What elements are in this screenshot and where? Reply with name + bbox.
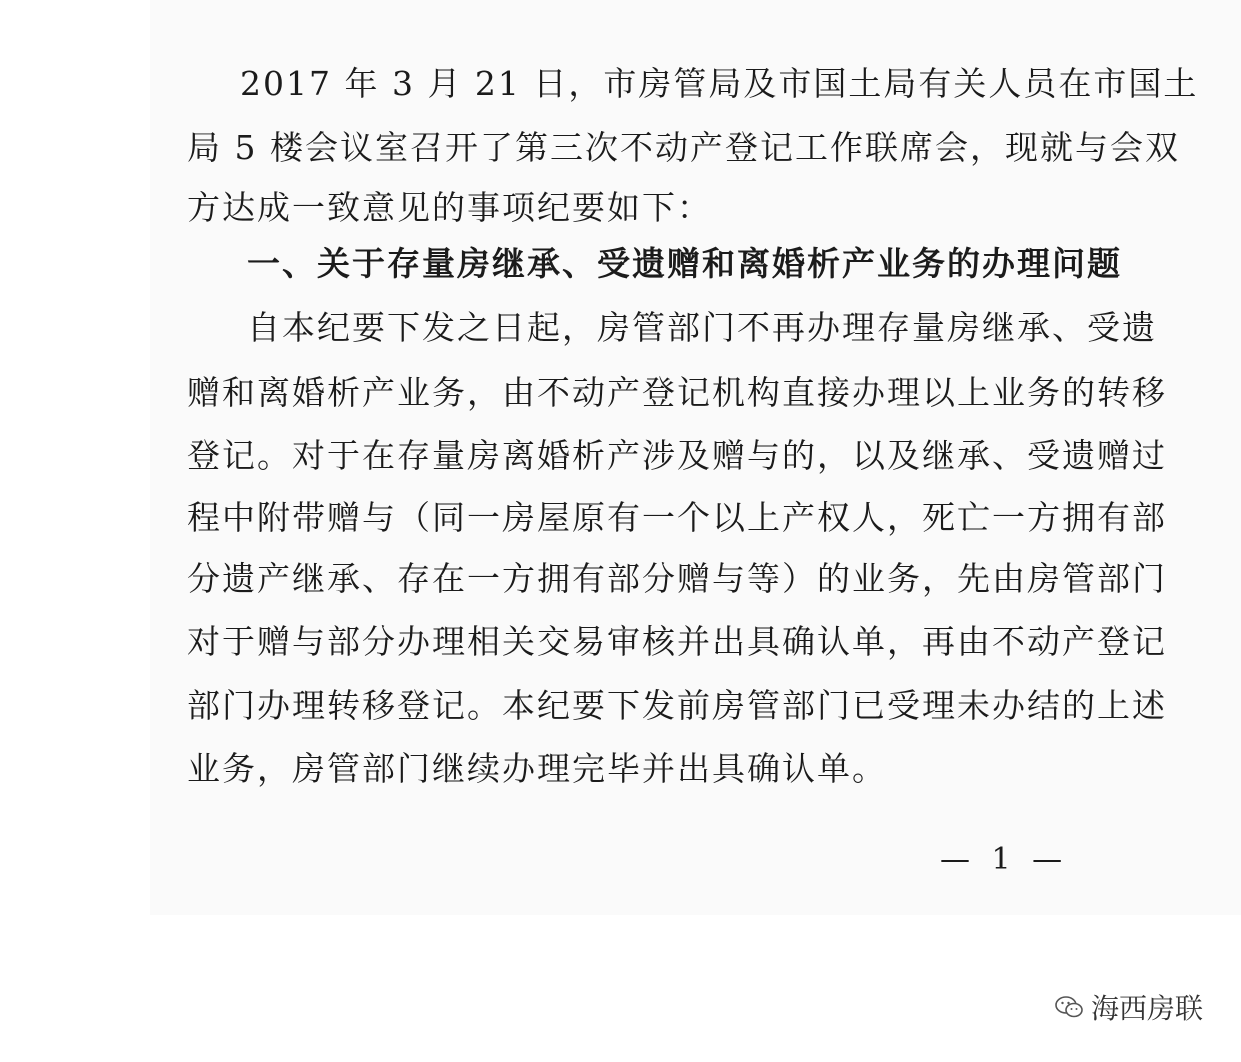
watermark-label: 海西房联	[1091, 992, 1204, 1025]
body-line-3: 登记。对于在存量房离婚析产涉及赠与的，以及继承、受遗赠过	[187, 436, 1167, 475]
body-line-1: 自本纪要下发之日起，房管部门不再办理存量房继承、受遗	[247, 308, 1157, 347]
intro-line-3: 方达成一致意见的事项纪要如下：	[187, 188, 712, 227]
body-line-4: 程中附带赠与（同一房屋原有一个以上产权人，死亡一方拥有部	[187, 498, 1167, 537]
wechat-logo-icon	[1055, 996, 1083, 1018]
section-heading: 一、关于存量房继承、受遗赠和离婚析产业务的办理问题	[247, 244, 1122, 283]
page-number: — 1 —	[940, 842, 1069, 877]
intro-line-2: 局 5 楼会议室召开了第三次不动产登记工作联席会，现就与会双	[187, 128, 1180, 167]
body-line-7: 部门办理转移登记。本纪要下发前房管部门已受理未办结的上述	[187, 686, 1167, 725]
body-line-2: 赠和离婚析产业务，由不动产登记机构直接办理以上业务的转移	[187, 373, 1167, 412]
body-line-5: 分遗产继承、存在一方拥有部分赠与等）的业务，先由房管部门	[187, 559, 1167, 598]
intro-line-1: 2017 年 3 月 21 日，市房管局及市国土局有关人员在市国土	[240, 64, 1199, 103]
source-watermark	[1055, 985, 1203, 1029]
body-line-8: 业务，房管部门继续办理完毕并出具确认单。	[187, 749, 887, 788]
body-line-6: 对于赠与部分办理相关交易审核并出具确认单，再由不动产登记	[187, 622, 1167, 661]
